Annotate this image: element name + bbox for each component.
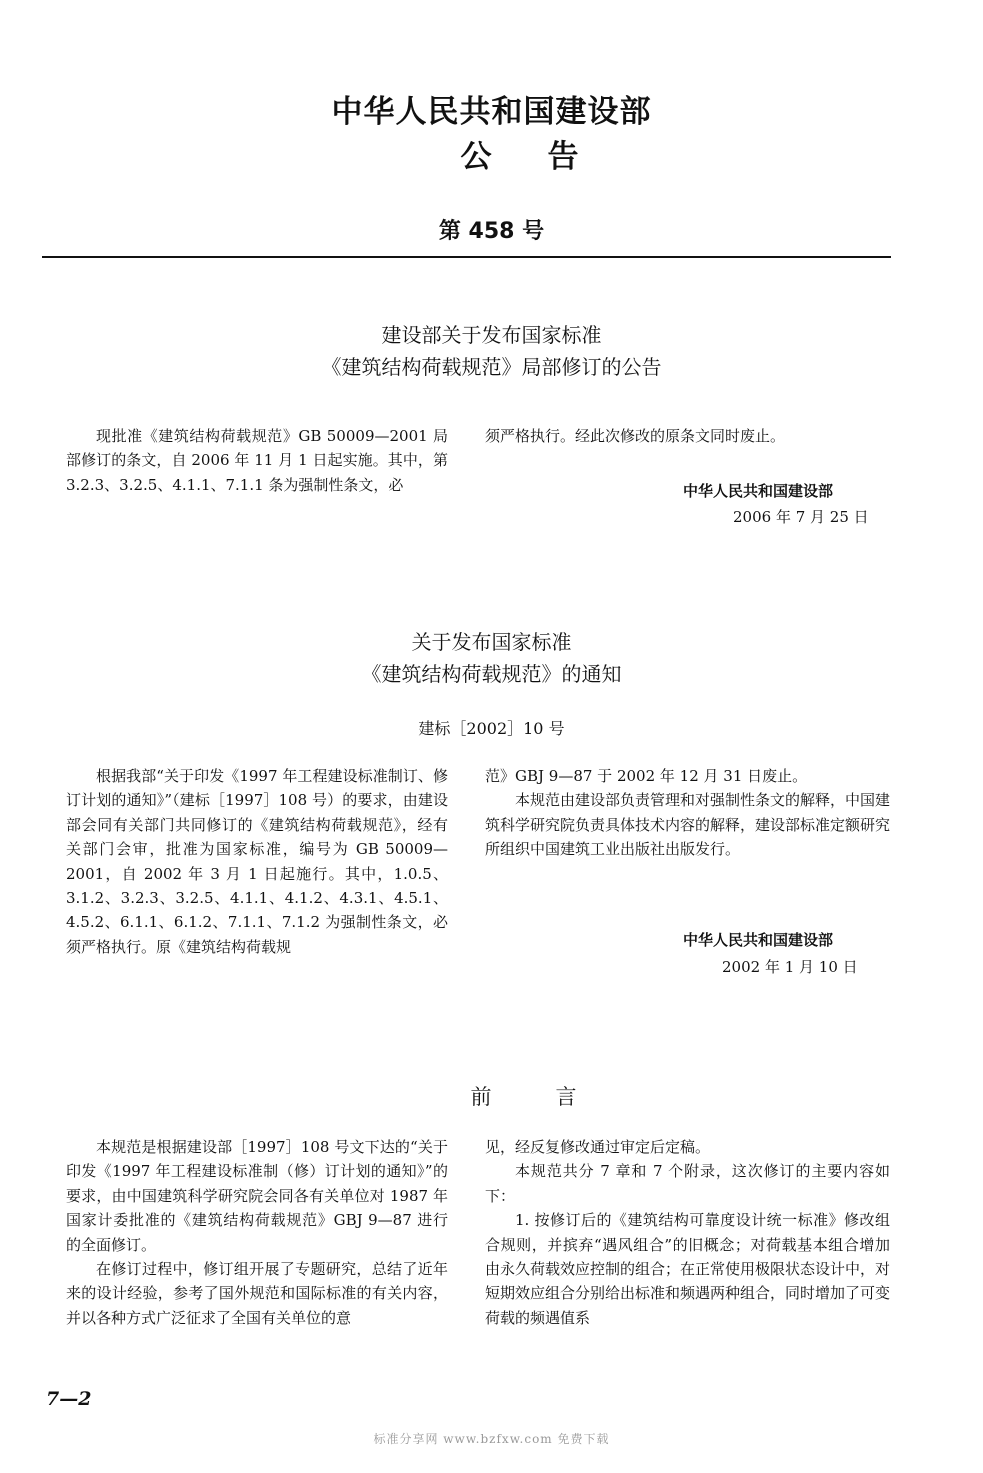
announcement-body-right: 须严格执行。经此次修改的原条文同时废止。 (485, 427, 786, 445)
header-divider (42, 256, 891, 258)
notice-date: 2002 年 1 月 10 日 (722, 958, 858, 976)
footer-watermark: 标准分享网 www.bzfxw.com 免费下载 (373, 1432, 610, 1446)
notice-right-column (485, 764, 890, 862)
announcement-signatory: 中华人民共和国建设部 (683, 482, 834, 500)
announcement-number: 第 458 号 (438, 219, 545, 244)
announcement-right-column (485, 424, 890, 448)
notice-left-column (66, 764, 448, 959)
foreword-left-column (66, 1135, 448, 1330)
announcement-date: 2006 年 7 月 25 日 (733, 508, 869, 526)
notice-title-line2: 《建筑结构荷载规范》的通知 (361, 662, 622, 686)
foreword-right-para-2: 本规范共分 7 章和 7 个附录，这次修订的主要内容如下： (485, 1162, 890, 1205)
announcement-body-left: 现批准《建筑结构荷载规范》GB 50009—2001 局部修订的条文，自 2006 年 11 月 1 日起实施。其中，第 3.2.3、3.2.5、4.1.1、7.1.1 条为强制性条文，必 (66, 427, 448, 494)
notice-body-right-1: 范》GBJ 9—87 于 2002 年 12 月 31 日废止。 (485, 767, 808, 785)
notice-signatory: 中华人民共和国建设部 (683, 931, 834, 949)
foreword-right-column (485, 1135, 890, 1330)
doc-type-title: 公告 (460, 139, 635, 175)
notice-doc-number: 建标［2002］10 号 (418, 719, 565, 738)
notice-title-line1: 关于发布国家标准 (411, 630, 572, 654)
foreword-right-para-3: 1. 按修订后的《建筑结构可靠度设计统一标准》修改组合规则，并摈弃“遇风组合”的旧概念；对荷载基本组合增加由永久荷载效应控制的组合；在正常使用极限状态设计中，对短期效应组合分别给出标准和频遇两种组合，同时增加了可变荷载的频遇值系 (485, 1211, 891, 1327)
foreword-left-para-1: 本规范是根据建设部［1997］108 号文下达的“关于印发《1997 年工程建设标准制（修）订计划的通知》”的要求，由中国建筑科学研究院会同各有关单位对 1987 年国家计委批准的《建筑结构荷载规范》GBJ 9—87 进行的全面修订。 (66, 1138, 448, 1254)
notice-body-left: 根据我部“关于印发《1997 年工程建设标准制订、修订计划的通知》”（建标［1997］108 号）的要求，由建设部会同有关部门共同修订的《建筑结构荷载规范》，经有关部门会审，批准为国家标准，编号为 GB 50009—2001，自 2002 年 3 月 1 日起施行。其中，1.0.5、3.1.2、3.2.3、3.2.5、4.1.1、4.1.2、4.3.1、4.5.1、4.5.2、6.1.1、6.1.2、7.1.1、7.1.2 为强制性条文，必须严格执行。原《建筑结构荷载规 (66, 767, 448, 956)
announcement-title-line2: 《建筑结构荷载规范》局部修订的公告 (321, 355, 662, 379)
foreword-title: 前言 (470, 1085, 641, 1109)
announcement-left-column (66, 424, 448, 497)
notice-body-right-2: 本规范由建设部负责管理和对强制性条文的解释，中国建筑科学研究院负责具体技术内容的解释，建设部标准定额研究所组织中国建筑工业出版社出版发行。 (485, 791, 891, 859)
page-number: 7—2 (46, 1388, 92, 1410)
ministry-title: 中华人民共和国建设部 (331, 94, 652, 130)
foreword-left-para-2: 在修订过程中，修订组开展了专题研究，总结了近年来的设计经验，参考了国外规范和国际标准的有关内容，并以各种方式广泛征求了全国有关单位的意 (66, 1260, 448, 1327)
announcement-title-line1: 建设部关于发布国家标准 (381, 323, 602, 347)
foreword-right-para-1: 见，经反复修改通过审定后定稿。 (485, 1138, 711, 1156)
